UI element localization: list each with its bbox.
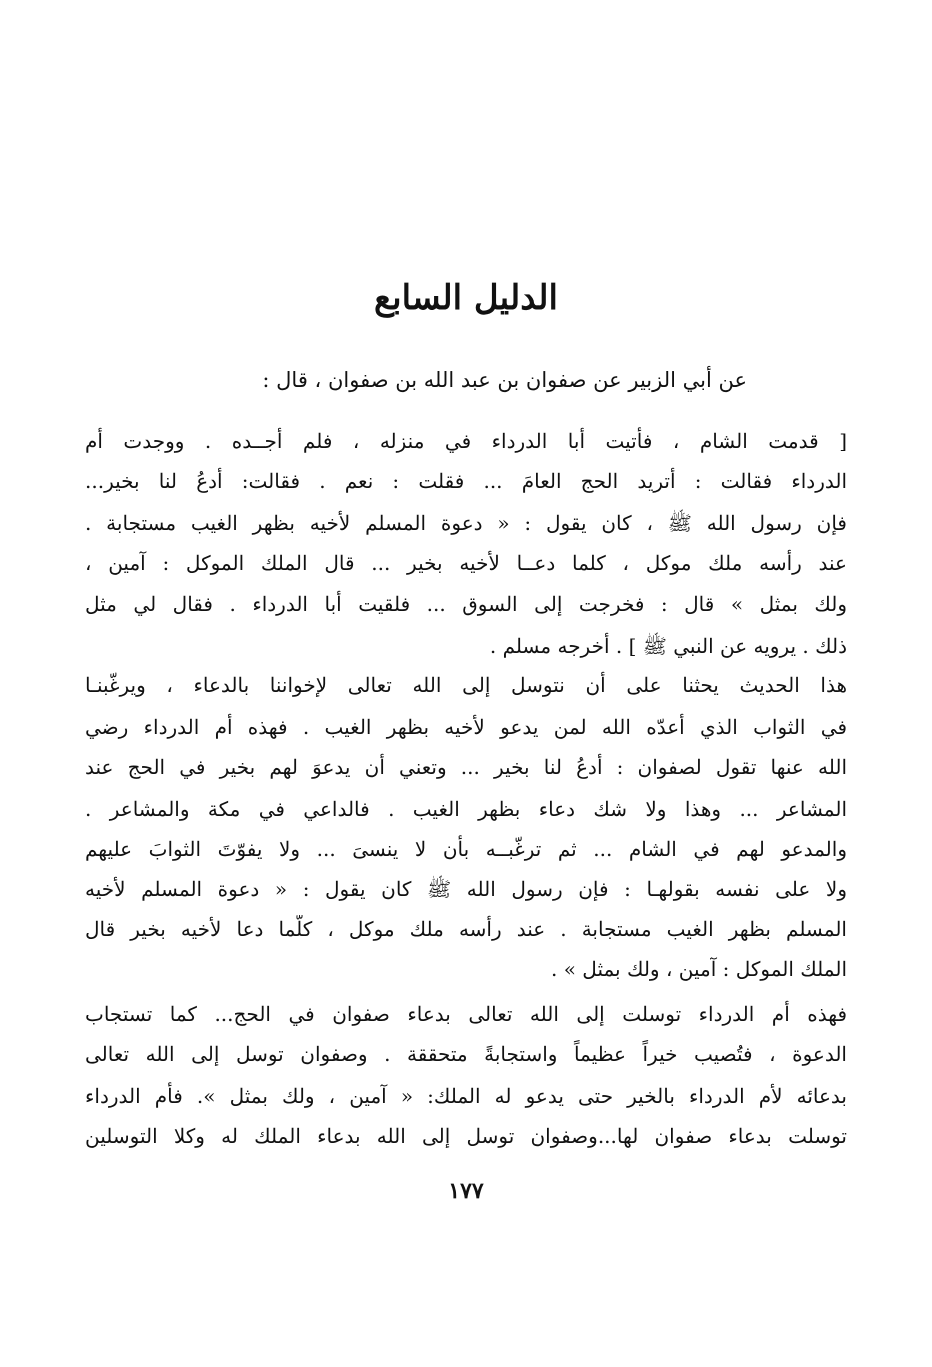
hadith-line: عند رأسه ملك موكل ، كلما دعــا لأخيه بخير ... قال الملك الموكل : آمين ، — [85, 551, 847, 575]
commentary-line: ولا على نفسه بقولهـا : فإن رسول الله ﷺ كان يقول : « دعوة المسلم لأخيه — [85, 877, 847, 901]
hadith-chain-intro: عن أبي الزبير عن صفوان بن عبد الله بن صفوان ، قال : — [262, 368, 747, 392]
hadith-line: الدرداء فقالت : أتريد الحج العامَ ... فقلت : نعم . فقالت: أدعُ لنا بخير... — [85, 469, 847, 493]
commentary-line: في الثواب الذي أعدّه الله لمن يدعو لأخيه بظهر الغيب . فهذه أم الدرداء رضي — [85, 715, 847, 739]
section-title: الدليل السابع — [374, 278, 558, 318]
commentary-line: المسلم بظهر الغيب مستجابة . عند رأسه ملك موكل ، كلّما دعا لأخيه بخير قال — [85, 917, 847, 941]
hadith-line: فإن رسول الله ﷺ ، كان يقول : « دعوة المسلم لأخيه بظهر الغيب مستجابة . — [85, 511, 847, 535]
commentary-line: الله عنها تقول لصفوان : أدعُ لنا بخير ... وتعني أن يدعوَ لهم بخير في الحج عند — [85, 755, 847, 779]
commentary-line: الدعوة ، فتُصيب خيراً عظيماً واستجابةً متحققة . وصفوان توسل إلى الله تعالى — [85, 1042, 847, 1066]
hadith-line: ولك بمثل » قال : فخرجت إلى السوق ... فلقيت أبا الدرداء . فقال لي مثل — [85, 592, 847, 616]
commentary-line: هذا الحديث يحثنا على أن نتوسل إلى الله تعالى لإخواننا بالدعاء ، ويرغّبنـا — [85, 673, 847, 697]
commentary-line: المشاعر ... وهذا ولا شك دعاء بظهر الغيب . فالداعي في مكة والمشاعر . — [85, 797, 847, 821]
hadith-line: [ قدمت الشام ، فأتيت أبا الدرداء في منزله ، فلم أجــده . ووجدت أم — [85, 429, 847, 453]
commentary-line: بدعائه لأم الدرداء بالخير حتى يدعو له الملك: « آمين ، ولك بمثل ». فأم الدرداء — [85, 1084, 847, 1108]
hadith-line: ذلك . يرويه عن النبي ﷺ ] . أخرجه مسلم . — [489, 634, 847, 658]
commentary-line: توسلت بدعاء صفوان لها...وصفوان توسل إلى الله بدعاء الملك له وكلا التوسلين — [85, 1124, 847, 1148]
commentary-line: والمدعو لهم في الشام ... ثم ترغّبــه بأن لا ينسىَ ... ولا يفوّتَ الثوابَ عليهم — [85, 837, 847, 861]
page-number: ١٧٧ — [448, 1178, 484, 1204]
commentary-line: فهذه أم الدرداء توسلت إلى الله تعالى بدعاء صفوان في الحج... كما تستجاب — [85, 1002, 847, 1026]
commentary-line: الملك الموكل : آمين ، ولك بمثل » . — [551, 957, 847, 981]
